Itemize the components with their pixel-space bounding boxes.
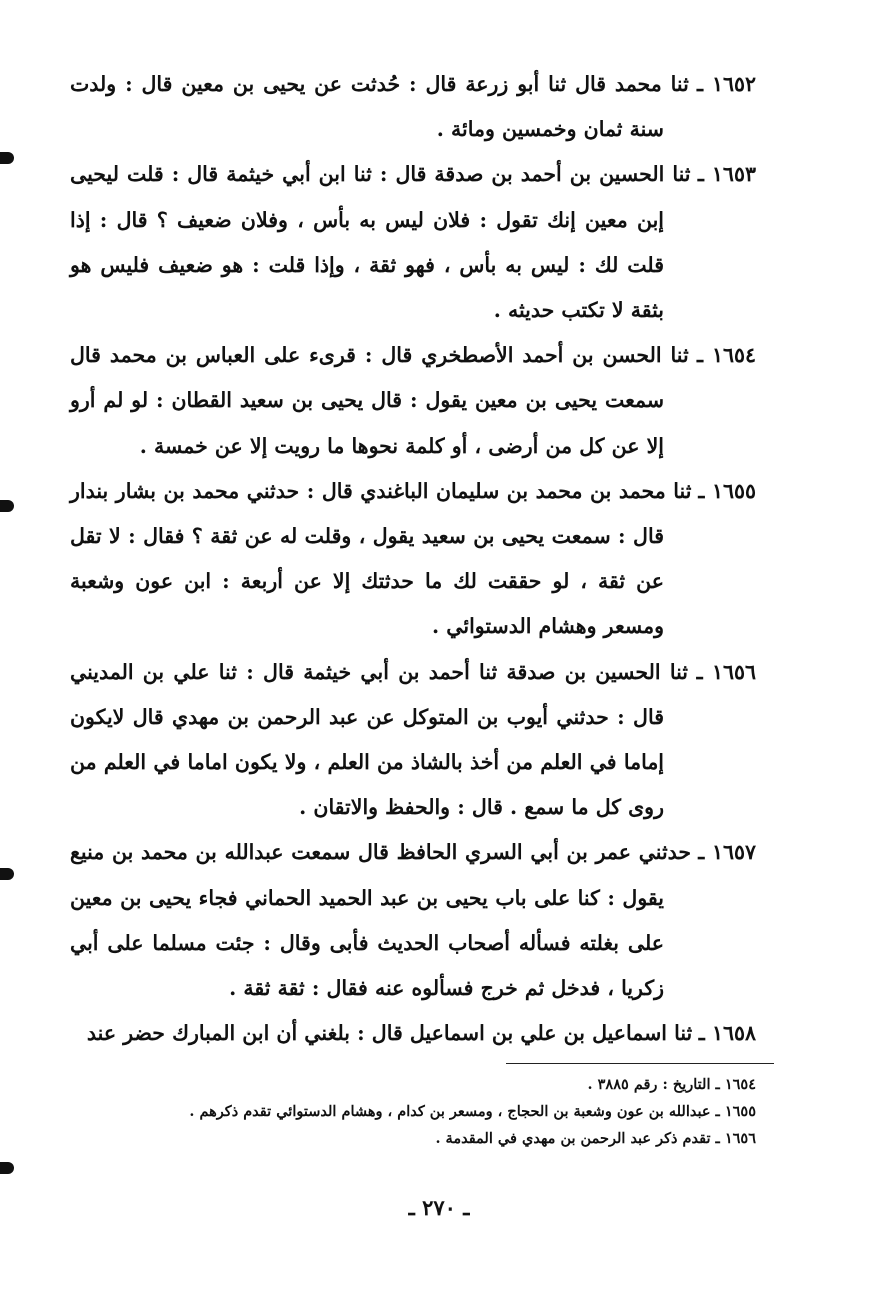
scan-edge-mark xyxy=(0,500,14,512)
entry-number: ١٦٥٢ ـ xyxy=(697,72,756,96)
scan-edge-mark xyxy=(0,152,14,164)
entry-text: ثنا محمد بن محمد بن سليمان الباغندي قال : حدثني محمد بن بشار بندار قال : سمعت يحيى بن سعيد يقول ، وقلت له عن ثقة ؟ فقال : لا تقل عن ثقة ، لو حققت لك ما حدثتك إلا عن أربعة : ابن عون وشعبة ومسعر وهشام الدستوائي . xyxy=(70,478,692,639)
entry-text: ثنا محمد قال ثنا أبو زرعة قال : حُدثت عن يحيى بن معين قال : ولدت سنة ثمان وخمسين ومائة . xyxy=(70,72,689,142)
footnote: ١٦٥٦ ـ تقدم ذكر عبد الرحمن بن مهدي في المقدمة . xyxy=(435,1130,756,1147)
scan-edge-mark xyxy=(0,1162,14,1174)
entry-text: ثنا الحسن بن أحمد الأصطخري قال : قرىء على العباس بن محمد قال سمعت يحيى بن معين يقول : قال يحيى بن سعيد القطان : لو لم أرو إلا عن كل من أرضى ، أو كلمة نحوها ما رويت إلا عن خمسة . xyxy=(70,343,689,458)
hadith-entry xyxy=(70,469,756,650)
entry-number: ١٦٥٧ ـ xyxy=(698,840,756,865)
hadith-entry xyxy=(70,333,756,469)
scan-edge-mark xyxy=(0,868,14,880)
entry-number: ١٦٥٤ ـ xyxy=(696,343,756,368)
hadith-entry xyxy=(70,1011,756,1056)
entry-text: ثنا اسماعيل بن علي بن اسماعيل قال : بلغني أن ابن المبارك حضر عند xyxy=(86,1021,693,1046)
entry-text: ثنا الحسين بن صدقة ثنا أحمد بن أبي خيثمة قال : ثنا علي بن المديني قال : حدثني أيوب بن المتوكل عن عبد الرحمن بن مهدي قال لايكون إماما في العلم من أخذ بالشاذ من العلم ، ولا يكون اماما في العلم من روى كل ما سمع . قال : والحفظ والاتقان . xyxy=(70,659,688,820)
main-text xyxy=(70,62,756,1056)
entry-text: حدثني عمر بن أبي السري الحافظ قال سمعت عبدالله بن محمد بن منيع يقول : كنا على باب يحيى بن عبد الحميد الحماني فجاء يحيى بن معين على بغلته فسأله أصحاب الحديث فأبى وقال : جئت مسلما على أبي زكريا ، فدخل ثم خرج فسألوه عنه فقال : ثقة ثقة . xyxy=(70,840,692,1001)
hadith-entry xyxy=(70,650,756,831)
hadith-entry xyxy=(70,62,756,152)
entry-number: ١٦٥٥ ـ xyxy=(698,478,756,503)
hadith-entry xyxy=(70,830,756,1011)
entry-number: ١٦٥٣ ـ xyxy=(697,162,756,187)
footnotes xyxy=(70,1071,756,1152)
footnote: ١٦٥٤ ـ التاريخ : رقم ٣٨٨٥ . xyxy=(587,1076,756,1093)
footnote-divider xyxy=(506,1063,774,1064)
page-number: ـ ٢٧٠ ـ xyxy=(408,1195,470,1220)
entry-number: ١٦٥٦ ـ xyxy=(696,659,756,684)
hadith-entry xyxy=(70,152,756,333)
entry-text: ثنا الحسين بن أحمد بن صدقة قال : ثنا ابن أبي خيثمة قال : قلت ليحيى إبن معين إنك تقول : فلان ليس به بأس ، وفلان ضعيف ؟ قال : إذا قلت لك : ليس به بأس ، فهو ثقة ، وإذا قلت : هو ضعيف فليس هو بثقة لا تكتب حديثه . xyxy=(70,162,691,323)
footnote: ١٦٥٥ ـ عبدالله بن عون وشعبة بن الحجاج ، ومسعر بن كدام ، وهشام الدستوائي تقدم ذكرهم . xyxy=(189,1103,756,1120)
entry-number: ١٦٥٨ ـ xyxy=(698,1021,756,1046)
